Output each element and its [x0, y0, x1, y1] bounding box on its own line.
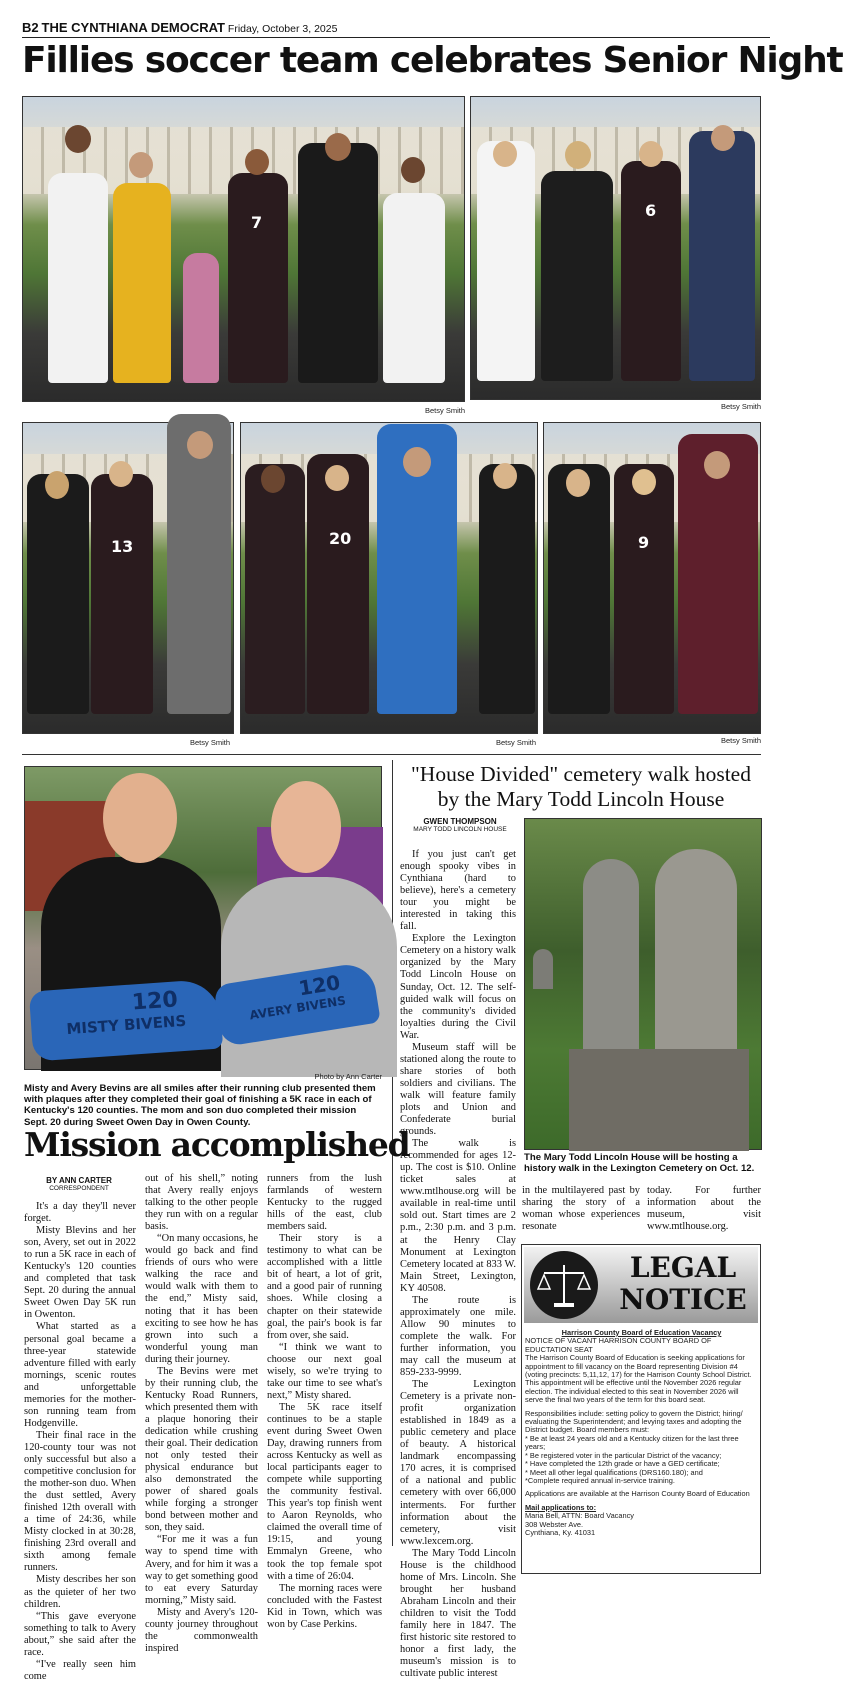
- page-number: B2: [22, 20, 39, 35]
- paragraph: The Bevins were met by their running club, the Kentucky Road Runners, which presented them with a plaque honoring their dedication while crushing their goal. Their dedication not only tested their physical endurance but also demonstrated the power of shared goals while forging a stronger bond between mother and son, they said.: [145, 1365, 258, 1534]
- legal-title-2: NOTICE: [619, 1283, 747, 1316]
- cemetery-byline: GWEN THOMPSON MARY TODD LINCOLN HOUSE: [413, 817, 507, 833]
- photo-credit: Betsy Smith: [189, 738, 230, 747]
- photo-credit: Betsy Smith: [720, 736, 761, 745]
- paragraph: The 5K race itself continues to be a staple event during Sweet Owen Day, drawing runners from across Kentucky as well as local participants eager to compete while supporting the community festival. This year's top finish went to Aaron Reynolds, who claimed the overall time of 19:15, and young Emmalyn Greene, who took the top female spot with a time of 26:04.: [267, 1401, 382, 1582]
- paragraph: “This gave everyone something to talk to Avery about,” she said after the race.: [24, 1610, 136, 1658]
- paragraph: If you just can't get enough spooky vibes in Cynthiana (hard to believe), here's a cemetery tour you might be interested in taking this fall.: [400, 849, 516, 933]
- soccer-photo-3: [22, 422, 234, 734]
- legal-title-1: LEGAL: [629, 1251, 737, 1284]
- paragraph: The Mary Todd Lincoln House is the childhood home of Mrs. Lincoln. She brought her husband Abraham Lincoln and their children to visit the Todd family here in 1847. The first historic site restored to honor a first lady, the museum's mission is to cultivate public interest: [400, 1547, 516, 1680]
- jersey-number: 13: [111, 537, 134, 556]
- mail-line: Maria Bell, ATTN: Board Vacancy: [525, 1511, 634, 1521]
- soccer-headline: Fillies soccer team celebrates Senior Night: [22, 40, 843, 81]
- paragraph: The morning races were concluded with the Fastest Kid in Town, which was won by Case Perkins.: [267, 1582, 382, 1630]
- soccer-photo-2: [470, 96, 761, 400]
- legal-paragraph: Applications are available at the Harrison County Board of Education: [525, 1489, 750, 1499]
- section-divider: [22, 754, 761, 755]
- paragraph: Misty describes her son as the quieter of her two children.: [24, 1574, 136, 1610]
- scales-icon: [530, 1251, 598, 1319]
- paragraph: Misty and Avery's 120-county journey throughout the commonwealth inspired: [145, 1606, 258, 1654]
- cemetery-column-3: [647, 1185, 761, 1233]
- paragraph: today. For further information about the museum, visit www.mtlhouse.org.: [647, 1185, 761, 1233]
- legal-notice: [521, 1244, 761, 1574]
- mission-headline: Mission accomplished: [24, 1125, 410, 1164]
- photo-credit: Betsy Smith: [424, 406, 465, 415]
- paragraph: in the multilayered past by sharing the story of a woman whose experiences resonate: [522, 1185, 640, 1233]
- soccer-photo-1: [22, 96, 465, 402]
- mission-caption: Misty and Avery Bevins are all smiles after their running club presented them with plaques after they completed their goal of finishing a 5K race in each of Kentucky's 120 counties. The mom and son duo completed their mission Sept. 20 during Sweet Owen Day in Owen County.: [24, 1083, 376, 1128]
- jersey-number: 20: [329, 529, 352, 548]
- legal-heading: Harrison County Board of Education Vacancy: [561, 1328, 722, 1337]
- paragraph: out of his shell,” noting that Avery really enjoys talking to the other people they run with on a regular basis.: [145, 1173, 258, 1233]
- legal-subheading: NOTICE OF VACANT HARRISON COUNTY BOARD OF EDUCTATION SEAT: [525, 1336, 712, 1354]
- jersey-number: 6: [645, 201, 657, 220]
- masthead: [22, 20, 770, 38]
- paragraph: The walk is recommended for ages 12-up. The cost is $10. Online ticket sales at www.mtlhouse.org will be available in real-time until sold out. Start times are 2 p.m., 2:30 p.m. and 3 p.m. at the Henry Clay Monument at Lexington Cemetery located at 833 W. Main Street, Lexington, KY 40508.: [400, 1138, 516, 1294]
- legal-item: *Complete required annual in-service training.: [525, 1475, 675, 1485]
- plaque-left: 120 MISTY BIVENS: [29, 978, 223, 1061]
- paragraph: runners from the lush farmlands of western Kentucky to the rugged hills of the east, club members said.: [267, 1173, 382, 1233]
- issue-date: Friday, October 3, 2025: [227, 23, 338, 35]
- legal-banner: [524, 1247, 758, 1323]
- photo-credit: Betsy Smith: [495, 738, 536, 747]
- paragraph: Misty Blevins and her son, Avery, set out in 2022 to run a 5K race in each of Kentucky's 120 counties and completed that task Sept. 20 during the annual Sweet Owen Day 5K run in Owenton.: [24, 1225, 136, 1321]
- legal-item: * Be registered voter in the particular District of the vacancy;: [525, 1450, 722, 1460]
- paragraph: Explore the Lexington Cemetery on a history walk organized by the Mary Todd Lincoln House on Sunday, Oct. 12. The self-guided walk will focus on the community's divided loyalties during the Civil War.: [400, 933, 516, 1041]
- legal-item: * Have completed the 12th grade or have a GED certificate;: [525, 1459, 720, 1469]
- paragraph: Their final race in the 120-county tour was not only successful but also a competitive conclusion for the mother-son duo. When the dust settled, Avery finished 12th overall with a time of 24:36, while Misty clocked in at 30:28, finishing 23rd overall and sixth among female runners.: [24, 1429, 136, 1574]
- paragraph: “I think we want to choose our next goal wisely, so we're trying to take our time to see what's next,” Misty shared.: [267, 1341, 382, 1401]
- paragraph: The Lexington Cemetery is a private non-profit organization established in 1849 as a public cemetery and place of beauty. A historical landmark encompassing 170 acres, it is comprised of a national and public cemetery with over 66,000 interments. For further information about the cemetery, visit www.lexcem.org.: [400, 1379, 516, 1547]
- mission-column-2: [145, 1173, 258, 1655]
- cemetery-headline: "House Divided" cemetery walk hosted by the Mary Todd Lincoln House: [411, 762, 751, 811]
- paper-name: THE CYNTHIANA DEMOCRAT: [41, 20, 225, 35]
- mission-column-3: [267, 1173, 382, 1631]
- paragraph: What started as a personal goal became a three-year statewide adventure filled with early mornings, scenic routes and unforgettable memories for the mother-son running team from Hodgenville.: [24, 1321, 136, 1429]
- mission-photo-credit: Photo by Ann Carter: [314, 1072, 382, 1081]
- mission-column-1: [24, 1201, 136, 1683]
- legal-paragraph: The Harrison County Board of Education is seeking applications for appointment to fill vacancy on the Board representing Division #4 (voting precincts: 5,11,12, 17) for the Harrison County School District. This appointment will be effective until the November 2026 regular election. The individual elected to this seat in November 2026 will serve the final two years of the term for this board seat.: [525, 1353, 752, 1405]
- paragraph: Museum staff will be stationed along the route to share stories of both soldiers and civilians. The walk will feature family plots and Union and Confederate burial grounds.: [400, 1041, 516, 1138]
- cemetery-photo-caption: The Mary Todd Lincoln House will be hosting a history walk in the Lexington Cemetery on Oct. 12.: [524, 1152, 755, 1175]
- jersey-number: 7: [251, 213, 263, 232]
- legal-item: * Meet all other legal qualifications (DRS160.180); and: [525, 1467, 703, 1477]
- paragraph: It's a day they'll never forget.: [24, 1201, 136, 1225]
- plaque-right: 120 AVERY BIVENS: [213, 961, 381, 1047]
- paragraph: “For me it was a fun way to spend time with Avery, and for him it was a way to get something good to eat every Saturday morning,” Misty said.: [145, 1534, 258, 1606]
- paragraph: “I've really seen him come: [24, 1658, 136, 1682]
- cemetery-column-2: [522, 1185, 640, 1233]
- legal-paragraph: Responsibilities include: setting policy to govern the District; hiring/ evaluating the Superintendent; and levying taxes and adopting the District budget. Board members must:: [525, 1408, 743, 1435]
- soccer-photo-5: [543, 422, 761, 734]
- cemetery-photo: [524, 818, 762, 1150]
- legal-body: [525, 1329, 758, 1537]
- jersey-number: 9: [638, 533, 650, 552]
- mail-heading: Mail applications to:: [525, 1502, 597, 1512]
- cemetery-column-1: [400, 849, 516, 1680]
- mission-byline: BY ANN CARTER CORRESPONDENT: [46, 1176, 112, 1192]
- paragraph: The route is approximately one mile. Allow 90 minutes to complete the walk. For further information, you may call the museum at 859-233-9999.: [400, 1294, 516, 1379]
- soccer-photo-4: [240, 422, 538, 734]
- legal-item: * Be at least 24 years old and a Kentucky citizen for the last three years;: [525, 1433, 739, 1452]
- mail-line: Cynthiana, Ky. 41031: [525, 1527, 596, 1537]
- mission-photo: [24, 766, 382, 1070]
- paragraph: Their story is a testimony to what can be accomplished with a little bit of heart, a lot of grit, and a good pair of running shoes. While closing a chapter on their statewide goal, the pair's book is far from over, she said.: [267, 1233, 382, 1341]
- photo-credit: Betsy Smith: [720, 402, 761, 411]
- mail-line: 308 Webster Ave.: [525, 1519, 584, 1529]
- paragraph: “On many occasions, he would go back and find friends of ours who were walking the race and would walk with them to the end,” Misty said, noting that it has been exciting to see how he has grown into such a wonderful young man during their journey.: [145, 1233, 258, 1365]
